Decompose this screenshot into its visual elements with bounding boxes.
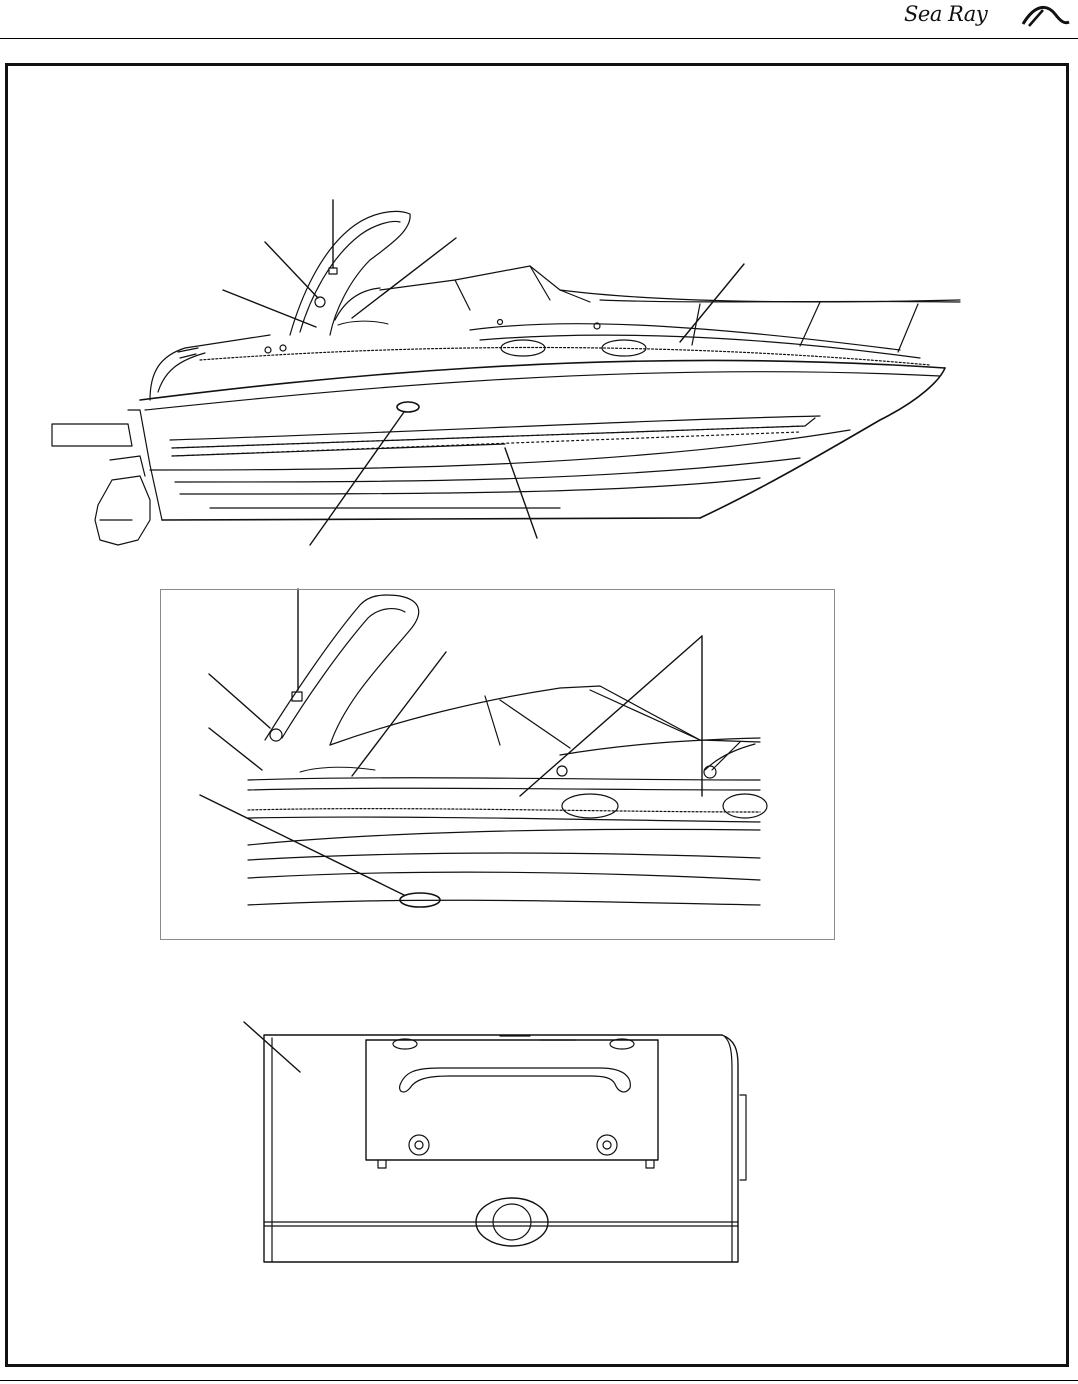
boat-profile-view [52,200,960,545]
footer-rule [0,1380,1078,1381]
logo-text: Sea Ray [904,2,988,26]
transom-locker-door-view [244,1022,746,1262]
detail-inset-frame [160,589,835,940]
